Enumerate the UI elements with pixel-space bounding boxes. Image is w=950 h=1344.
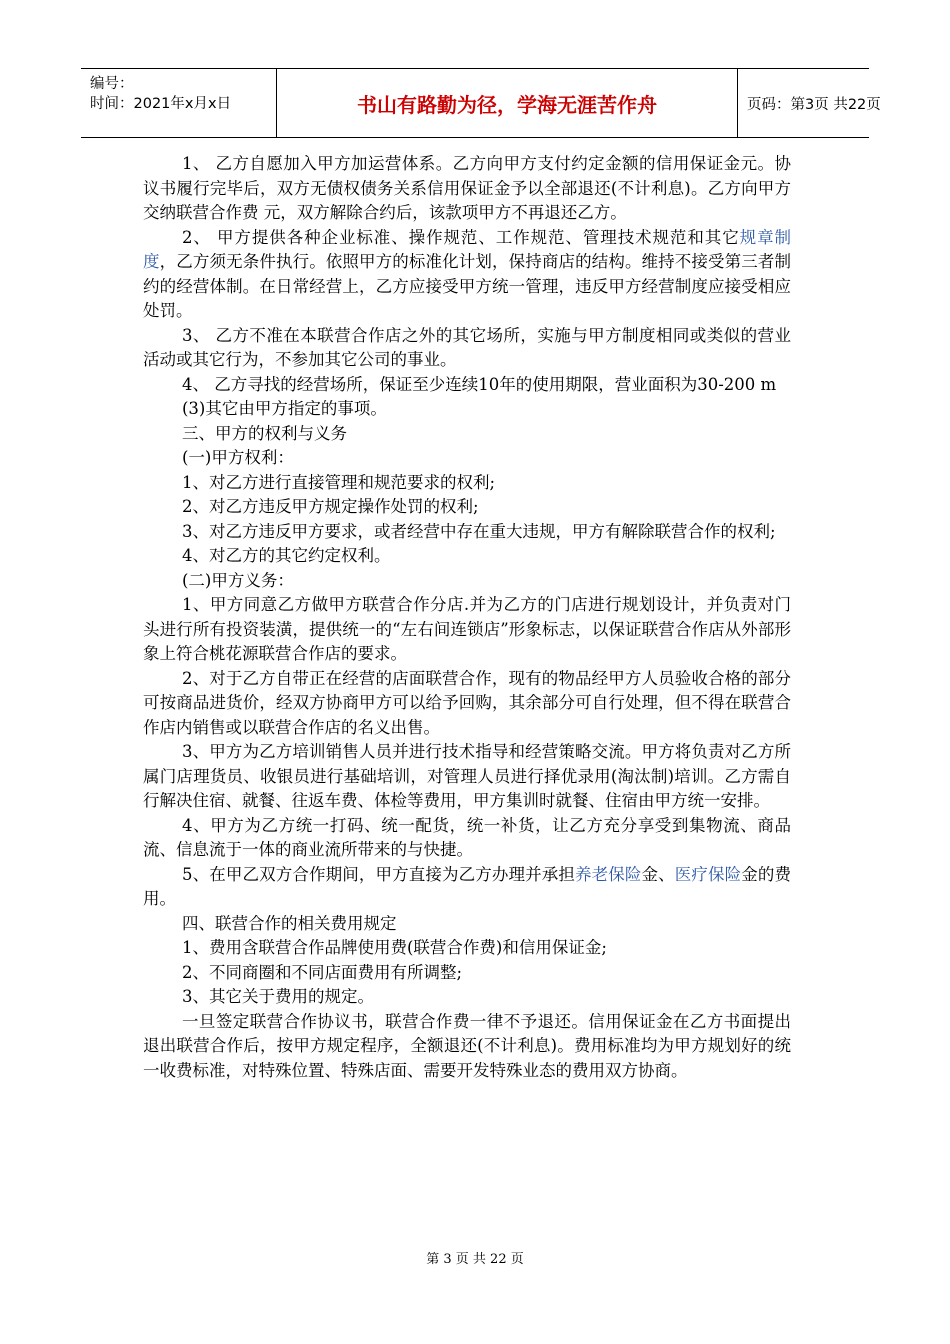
subsection-heading: (一)甲方权利： [182, 448, 294, 467]
paragraph: 1、费用含联营合作品牌使用费(联营合作费)和信用保证金; [182, 938, 607, 957]
document-body [143, 152, 791, 1083]
paragraph: 2、对于乙方自带正在经营的店面联营合作，现有的物品经甲方人员验收合格的部分可按商品进货价，经双方协商甲方可以给予回购，其余部分可自行处理，但不得在联营合作店内销售或以联营合作店的名义出售。 [143, 668, 791, 737]
paragraph-text: 5、在甲乙双方合作期间，甲方直接为乙方办理并承担 [182, 864, 575, 884]
header-motto: 书山有路勤为径，学海无涯苦作舟 [277, 69, 738, 137]
paragraph: 2、不同商圈和不同店面费用有所调整; [182, 962, 463, 982]
paragraph: (3)其它由甲方指定的事项。 [182, 399, 387, 418]
paragraph-text: 2、 甲方提供各种企业标准、操作规范、工作规范、管理技术规范和其它 [182, 227, 740, 247]
paragraph [143, 863, 791, 912]
paragraph: 一旦签定联营合作协议书，联营合作费一律不予退还。信用保证金在乙方书面提出退出联营合作后，按甲方规定程序，全额退还(不计利息)。费用标准均为甲方规划好的统一收费标准，对特殊位置、特殊店面、需要开发特殊业态的费用双方协商。 [143, 1011, 791, 1080]
header-meta-cell [81, 69, 277, 137]
link-pension-insurance[interactable]: 养老保险 [575, 864, 642, 884]
paragraph: 3、 乙方不准在本联营合作店之外的其它场所，实施与甲方制度相同或类似的营业活动或其它行为，不参加其它公司的事业。 [143, 325, 791, 369]
paragraph: 4、对乙方的其它约定权利。 [182, 546, 391, 565]
paragraph-text: 金的费用。 [143, 864, 791, 908]
header-page-number: 页码：第3页 共22页 [747, 96, 881, 113]
paragraph: 1、甲方同意乙方做甲方联营合作分店.并为乙方的门店进行规划设计，并负责对门头进行所有投资装潢，提供统一的“左右间连锁店”形象标志，以保证联营合作店从外部形象上符合桃花源联营合作店的要求。 [143, 595, 791, 663]
paragraph: 4、甲方为乙方统一打码、统一配货，统一补货，让乙方充分享受到集物流、商品流、信息流于一体的商业流所带来的与快捷。 [143, 815, 791, 859]
paragraph: 3、对乙方违反甲方要求，或者经营中存在重大违规，甲方有解除联营合作的权利; [182, 521, 776, 541]
link-medical-insurance[interactable]: 医疗保险 [674, 864, 742, 884]
page-footer: 第 3 页 共 22 页 [426, 1252, 524, 1267]
code-label: 编号： [90, 76, 134, 92]
date-label: 时间：2021年x月x日 [90, 96, 232, 112]
subsection-heading: (二)甲方义务： [182, 570, 294, 590]
section-heading: 三、甲方的权利与义务 [182, 423, 347, 443]
link-regulations[interactable]: 规章制度 [143, 227, 791, 271]
paragraph: 2、对乙方违反甲方规定操作处罚的权利; [182, 497, 479, 516]
paragraph: 1、对乙方进行直接管理和规范要求的权利; [182, 472, 496, 492]
paragraph: 3、其它关于费用的规定。 [182, 987, 374, 1006]
paragraph [143, 226, 791, 324]
paragraph: 3、甲方为乙方培训销售人员并进行技术指导和经营策略交流。甲方将负责对乙方所属门店理货员、收银员进行基础培训，对管理人员进行择优录用(淘汰制)培训。乙方需自行解决住宿、就餐、往返车费、体检等费用，甲方集训时就餐、住宿由甲方统一安排。 [143, 742, 791, 810]
paragraph-text: 金、 [641, 864, 675, 884]
page-header [81, 68, 881, 138]
paragraph: 1、 乙方自愿加入甲方加运营体系。乙方向甲方支付约定金额的信用保证金元。协议书履行完毕后，双方无债权债务关系信用保证金予以全部退还(不计利息)。乙方向甲方交纳联营合作费 元，双方解除合约后，该款项甲方不再退还乙方。 [143, 154, 791, 222]
section-heading: 四、联营合作的相关费用规定 [182, 913, 397, 933]
paragraph: 4、 乙方寻找的经营场所，保证至少连续10年的使用期限，营业面积为30-200 m [182, 374, 777, 394]
paragraph-text: ，乙方须无条件执行。依照甲方的标准化计划，保持商店的结构。维持不接受第三者制约的经营体制。在日常经营上，乙方应接受甲方统一管理，违反甲方经营制度应接受相应处罚。 [143, 252, 792, 320]
